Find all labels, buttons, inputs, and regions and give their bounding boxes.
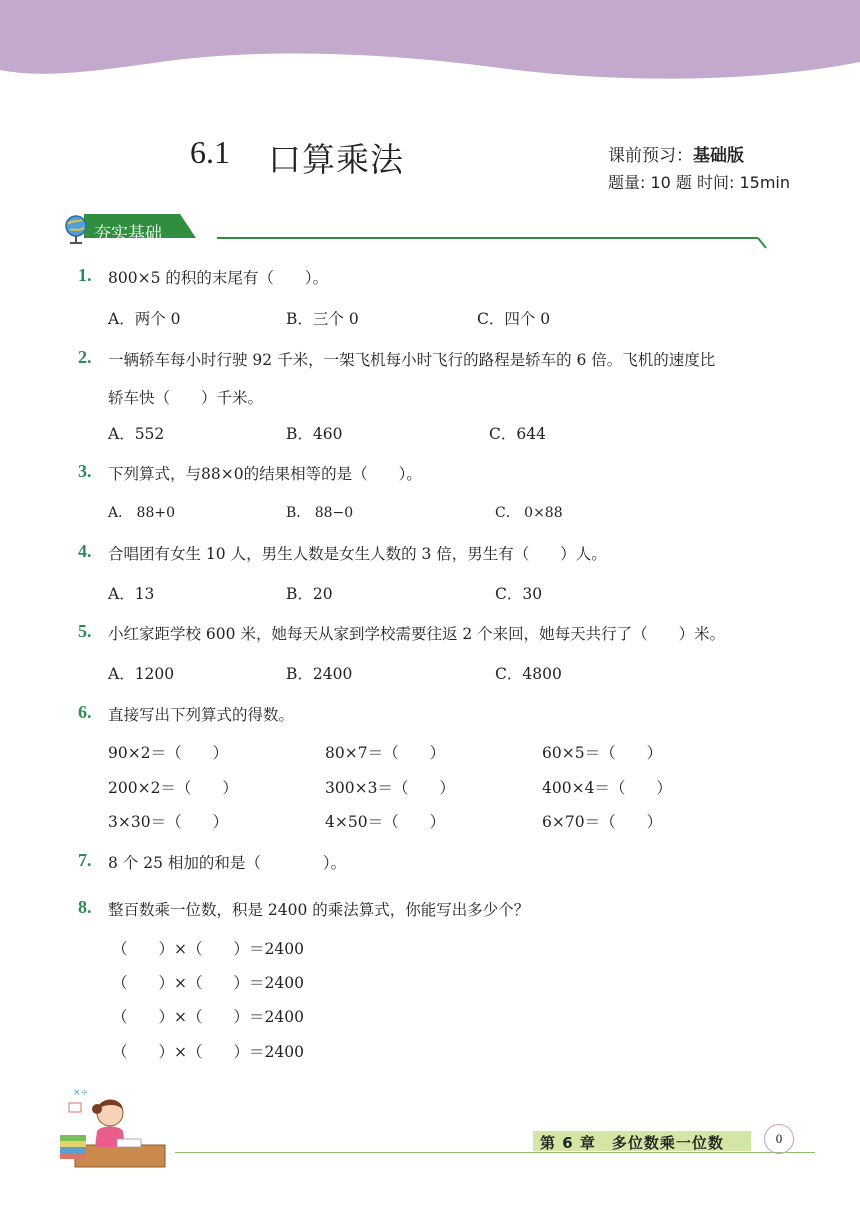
answer-line: （ ）×（ ）＝2400 [112,974,304,992]
lesson-number: 6.1 [190,134,230,170]
chapter-title: 第 6 章 多位数乘一位数 [540,1134,724,1152]
calc-item: 300×3＝（ ） [325,779,455,797]
question-text: 小红家距学校 600 米，她每天从家到学校需要往返 2 个来回，她每天共行了（ ）米。 [108,625,726,643]
option-c: C．30 [495,585,543,603]
option-a: A．1200 [108,665,175,683]
question-text-continued: 轿车快（ ）千米。 [108,389,264,407]
calc-item: 3×30＝（ ） [108,813,229,831]
question-text: 下列算式，与88×0的结果相等的是（ ）。 [108,465,422,483]
section-header-bar [62,212,772,252]
answer-line: （ ）×（ ）＝2400 [112,1008,304,1026]
option-b: B．20 [286,585,333,603]
option-a: A．13 [108,585,155,603]
option-a: A． 88+0 [108,505,176,521]
question-text: 800×5 的积的末尾有（ ）。 [108,269,329,287]
answer-line: （ ）×（ ）＝2400 [112,940,304,958]
page-number: 0 [764,1124,794,1154]
meta-version [608,141,744,166]
meta-version-prefix: 课前预习： [608,146,693,166]
meta-version-level: 基础版 [693,146,744,166]
question-text: 一辆轿车每小时行驶 92 千米，一架飞机每小时飞行的路程是轿车的 6 倍。飞机的速度比 [108,351,716,369]
calc-item: 60×5＝（ ） [542,744,663,762]
question-text: 合唱团有女生 10 人，男生人数是女生人数的 3 倍，男生有（ ）人。 [108,545,607,563]
question-number: 6. [78,702,92,722]
calc-item: 80×7＝（ ） [325,744,446,762]
question-number: 7. [78,850,92,870]
svg-text:×÷: ×÷ [73,1088,89,1098]
calc-item: 90×2＝（ ） [108,744,229,762]
calc-item: 6×70＝（ ） [542,813,663,831]
question-text: 直接写出下列算式的得数。 [108,706,295,724]
calc-item: 4×50＝（ ） [325,813,446,831]
lesson-title: 口算乘法 [268,140,404,179]
option-a: A．两个 0 [108,310,181,328]
option-c: C．四个 0 [477,310,551,328]
question-number: 1. [78,265,92,285]
option-c: C．644 [489,425,546,443]
meta-count-time: 题量: 10 题 时间: 15min [608,173,791,192]
question-text: 8 个 25 相加的和是（ ）。 [108,854,347,872]
calc-item: 400×4＝（ ） [542,779,672,797]
question-number: 8. [78,897,92,917]
footer-divider [175,1152,815,1153]
option-c: C． 0×88 [495,505,563,521]
calc-item: 200×2＝（ ） [108,779,238,797]
option-b: B．460 [286,425,343,443]
question-text: 整百数乘一位数，积是 2400 的乘法算式，你能写出多少个？ [108,901,530,919]
answer-line: （ ）×（ ）＝2400 [112,1043,304,1061]
question-number: 3. [78,461,92,481]
student-illustration [55,1085,170,1175]
question-number: 5. [78,621,92,641]
option-a: A．552 [108,425,165,443]
option-b: B．三个 0 [286,310,359,328]
option-b: B． 88−0 [286,505,354,521]
option-c: C．4800 [495,665,562,683]
question-number: 4. [78,541,92,561]
question-number: 2. [78,347,92,367]
option-b: B．2400 [286,665,353,683]
header-banner [0,0,860,90]
section-label: 夯实基础 [94,224,162,244]
globe-icon [66,216,86,243]
